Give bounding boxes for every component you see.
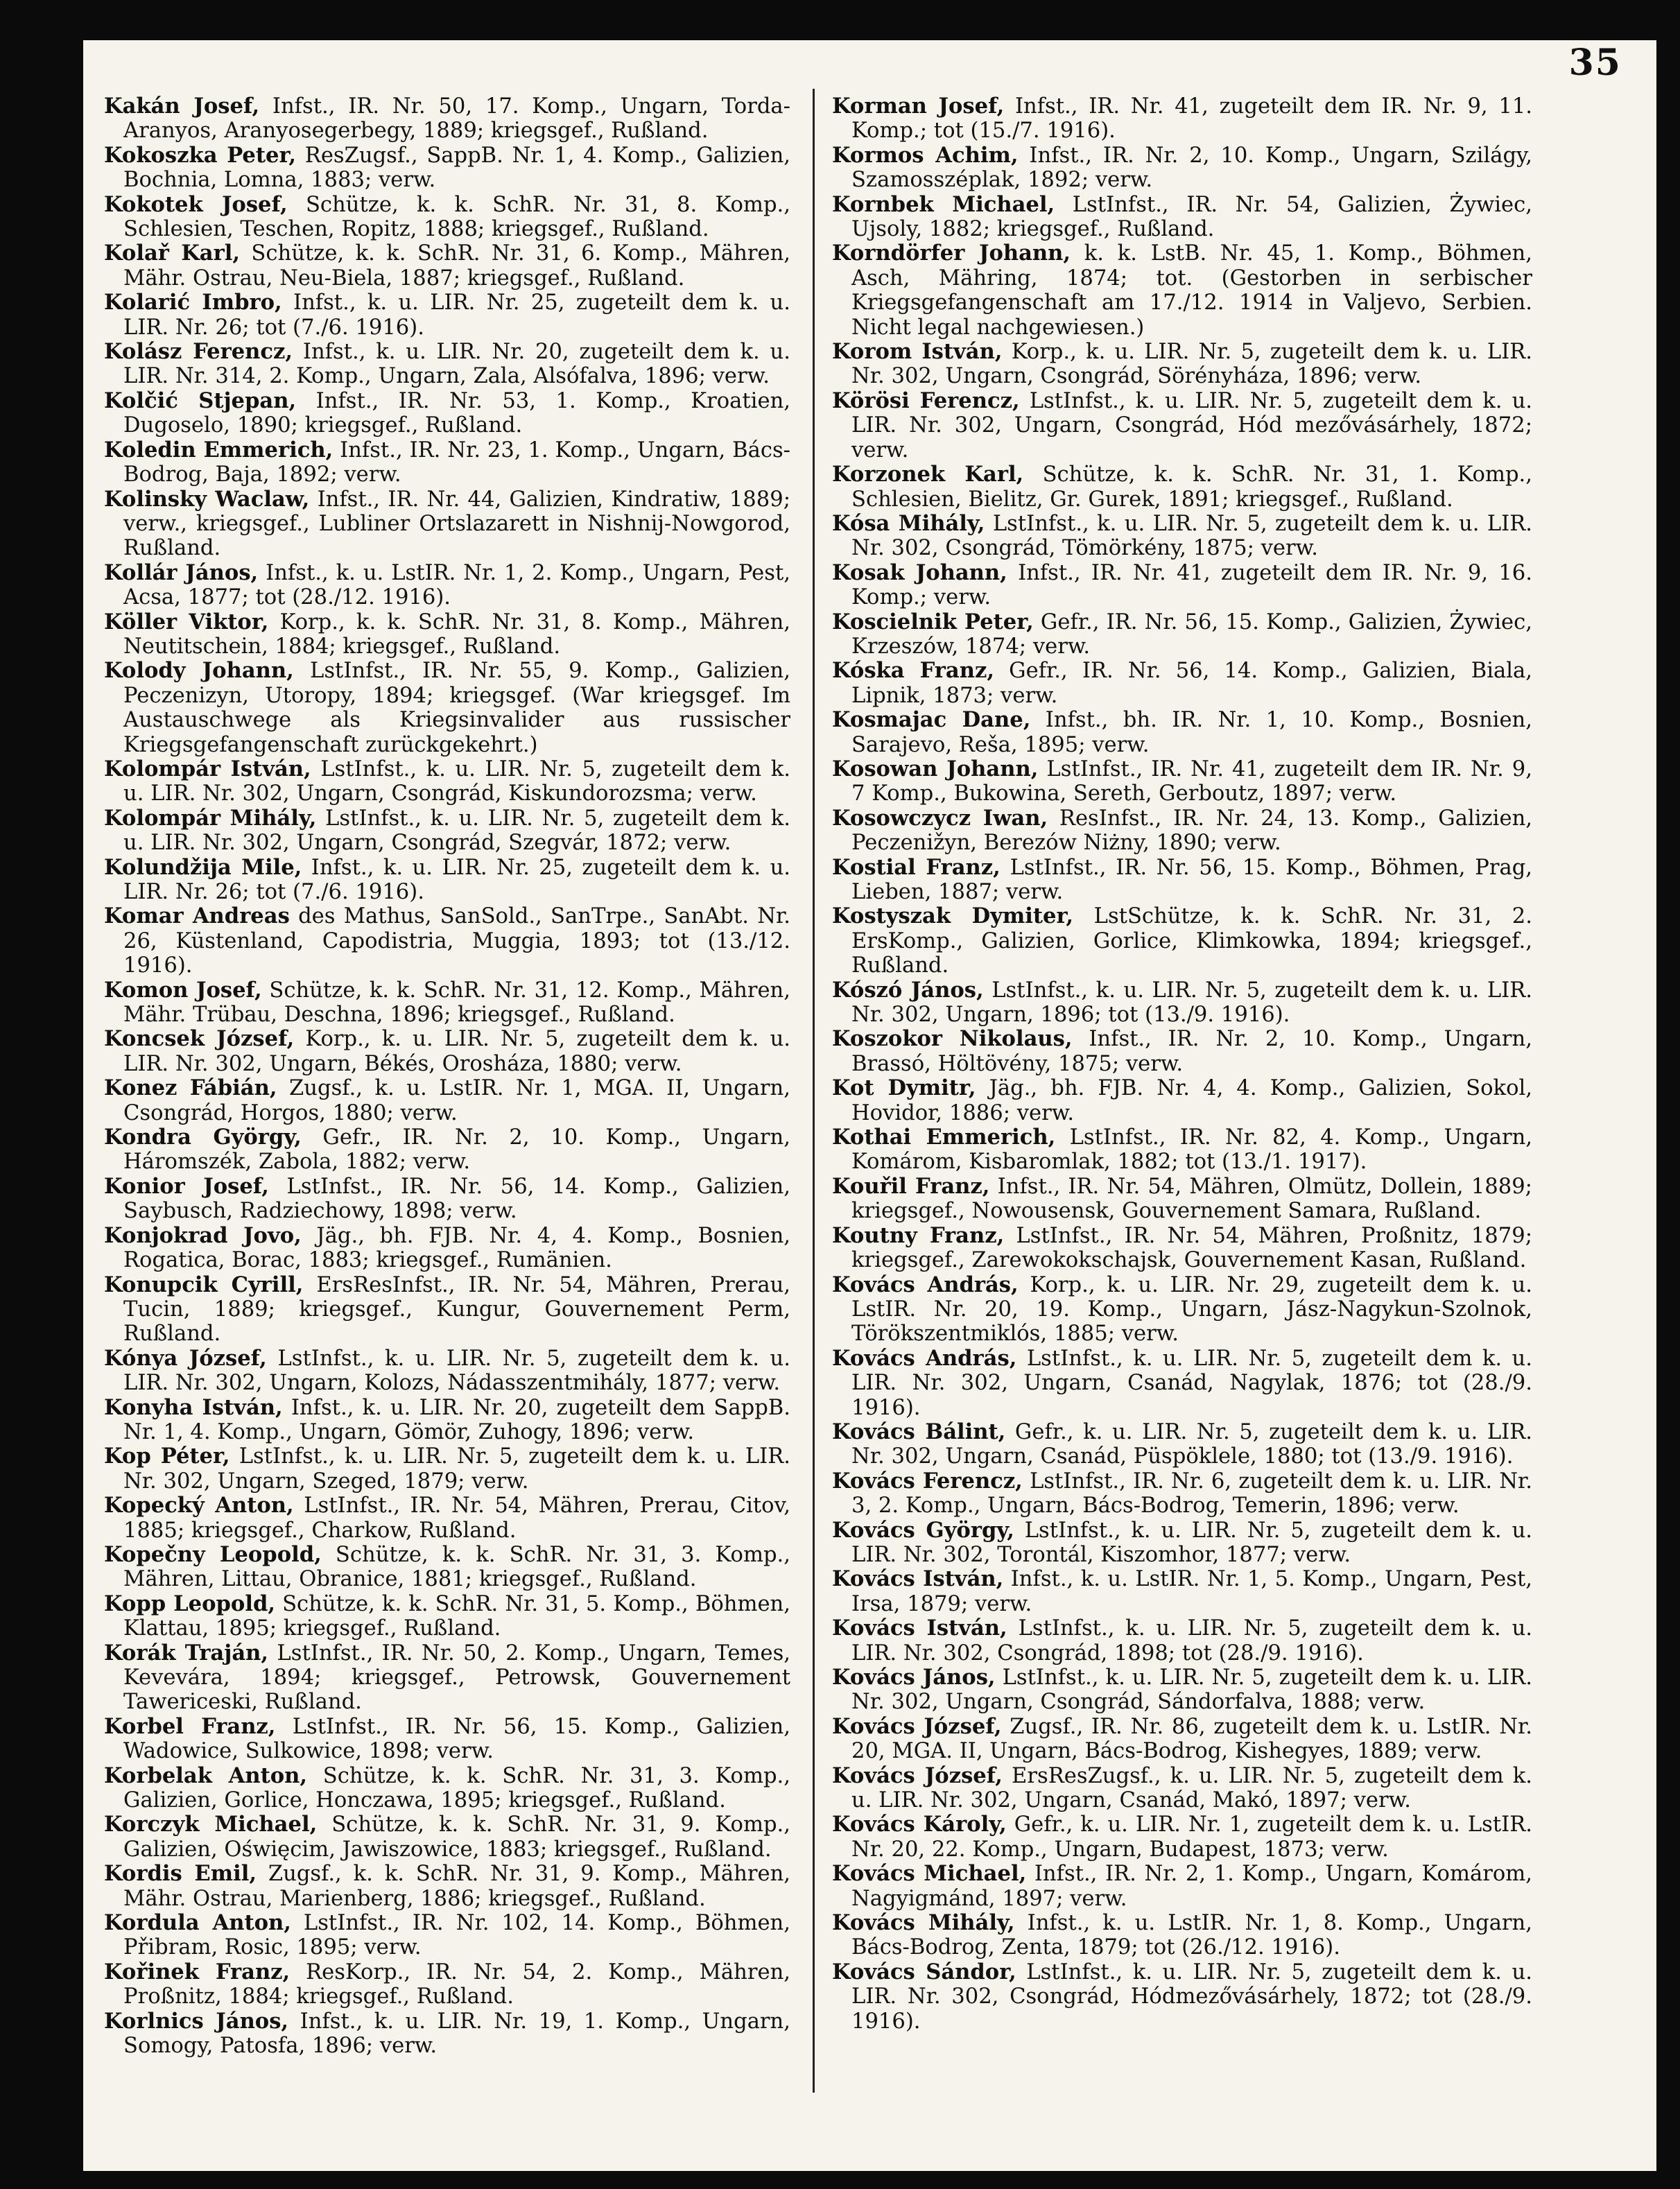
entry-name: Komar Andreas	[104, 903, 290, 929]
entry-name: Korbel Franz,	[104, 1713, 276, 1739]
entry-details: LstInfst., k. u. LIR. Nr. 5, zugeteilt dem k. u. LIR. Nr. 302, Csongrád, 1898; tot (28./9. 1916).	[851, 1616, 1532, 1665]
entry-details: LstInfst., k. u. LIR. Nr. 5, zugeteilt dem k. u. LIR. Nr. 302, Ungarn, Csongrád, Hód mezővásárhely, 1872; verw.	[851, 388, 1532, 462]
list-item	[832, 462, 1532, 512]
entry-name: Koledin Emmerich,	[104, 437, 334, 462]
entry-details: LstSchütze, k. k. SchR. Nr. 31, 2. ErsKomp., Galizien, Gorlice, Klimkowka, 1894; kriegsgef., Rußland.	[851, 904, 1532, 978]
entry-details: LstInfst., IR. Nr. 50, 2. Komp., Ungarn, Temes, Kevevára, 1894; kriegsgef., Petrowsk, Gouvernement Tawericeski, Rußland.	[123, 1641, 790, 1715]
entry-name: Kordis Emil,	[104, 1861, 257, 1887]
entry-name: Kovács János,	[832, 1665, 996, 1690]
entry-details: LstInfst., IR. Nr. 56, 14. Komp., Galizien, Saybusch, Radziechowy, 1898; verw.	[123, 1174, 790, 1224]
list-item	[832, 1420, 1532, 1469]
entry-details: Schütze, k. k. SchR. Nr. 31, 12. Komp., Mähren, Mähr. Trübau, Deschna, 1896; kriegsgef., Rußland.	[123, 978, 790, 1028]
list-item	[832, 1519, 1532, 1568]
entry-details: ResKorp., IR. Nr. 54, 2. Komp., Mähren, Proßnitz, 1884; kriegsgef., Rußland.	[123, 1959, 790, 2009]
list-item	[104, 757, 790, 806]
entry-name: Korák Traján,	[104, 1640, 269, 1665]
list-item	[104, 1764, 790, 1813]
list-item	[832, 1469, 1532, 1519]
entry-name: Kořinek Franz,	[104, 1959, 291, 1984]
entry-details: Infst., k. u. LIR. Nr. 19, 1. Komp., Ungarn, Somogy, Patosfa, 1896; verw.	[123, 2009, 790, 2059]
entry-details: LstInfst., k. u. LIR. Nr. 5, zugeteilt dem k. u. LIR. Nr. 302, Ungarn, Kolozs, Nádasszentmihály, 1877; verw.	[123, 1346, 790, 1396]
list-item	[104, 193, 790, 242]
entry-details: LstInfst., k. u. LIR. Nr. 5, zugeteilt dem k. u. LIR. Nr. 302, Csongrád, Tömörkény, 1875; verw.	[851, 511, 1533, 561]
entry-name: Kovács Sándor,	[832, 1959, 1016, 1984]
list-item	[104, 2009, 790, 2059]
entry-details: Infst., IR. Nr. 54, Mähren, Olmütz, Dollein, 1889; kriegsgef., Nowousensk, Gouvernement Samara, Rußland.	[851, 1174, 1532, 1224]
entry-details: LstInfst., IR. Nr. 41, zugeteilt dem IR. Nr. 9, 7 Komp., Bukowina, Sereth, Gerboutz, 1897; verw.	[851, 756, 1532, 806]
list-item	[104, 438, 790, 487]
list-item	[832, 1273, 1532, 1347]
list-item	[832, 1224, 1532, 1273]
list-item	[104, 1224, 790, 1273]
list-item	[832, 1616, 1532, 1665]
entry-name: Kostial Franz,	[832, 854, 1001, 880]
entry-details: Schütze, k. k. SchR. Nr. 31, 3. Komp., Galizien, Gorlice, Honczawa, 1895; kriegsgef., Rußland.	[123, 1763, 790, 1813]
entry-details: Gefr., IR. Nr. 2, 10. Komp., Ungarn, Háromszék, Zabola, 1882; verw.	[123, 1125, 790, 1175]
entry-details: Infst., IR. Nr. 44, Galizien, Kindratiw, 1889; verw., kriegsgef., Lubliner Ortslazarett in Nishnij-Nowgorod, Rußland.	[123, 487, 791, 561]
entry-details: LstInfst., k. u. LIR. Nr. 5, zugeteilt dem k. u. LIR. Nr. 302, Ungarn, Csongrád, Kiskundorozsma; verw.	[123, 756, 790, 806]
entry-name: Korndörfer Johann,	[832, 241, 1071, 266]
entry-name: Kostyszak Dymiter,	[832, 903, 1074, 929]
list-item	[104, 1347, 790, 1396]
scan-border-top	[0, 0, 1680, 40]
list-item	[832, 1347, 1532, 1420]
entry-details: Zugsf., k. k. SchR. Nr. 31, 9. Komp., Mähren, Mähr. Ostrau, Marienberg, 1886; kriegsgef., Rußland.	[123, 1862, 791, 1911]
entry-details: Infst., IR. Nr. 50, 17. Komp., Ungarn, Torda-Aranyos, Aranyosegerbegy, 1889; kriegsgef., Rußland.	[123, 94, 790, 144]
entry-name: Kornbek Michael,	[832, 191, 1055, 217]
entry-details: Zugsf., k. u. LstIR. Nr. 1, MGA. II, Ungarn, Csongrád, Horgos, 1880; verw.	[123, 1076, 790, 1125]
entry-name: Koszokor Nikolaus,	[832, 1026, 1073, 1052]
entry-name: Kopečny Leopold,	[104, 1541, 322, 1567]
list-item	[104, 1715, 790, 1764]
entry-name: Kokotek Josef,	[104, 191, 288, 217]
entry-details: Schütze, k. k. SchR. Nr. 31, 3. Komp., Mähren, Littau, Obranice, 1881; kriegsgef., Rußland.	[123, 1542, 790, 1592]
entry-name: Koscielnik Peter,	[832, 609, 1034, 634]
list-item	[832, 1175, 1532, 1224]
entry-details: Zugsf., IR. Nr. 86, zugeteilt dem k. u. LstIR. Nr. 20, MGA. II, Ungarn, Bács-Bodrog, Kishegyes, 1889; verw.	[851, 1714, 1532, 1764]
entry-details: Infst., k. u. LIR. Nr. 25, zugeteilt dem k. u. LIR. Nr. 26; tot (7./6. 1916).	[123, 291, 790, 340]
entry-name: Konyha István,	[104, 1394, 283, 1420]
entry-name: Kovács Mihály,	[832, 1910, 1015, 1936]
entry-details: LstInfst., IR. Nr. 6, zugeteilt dem k. u. LIR. Nr. 3, 2. Komp., Ungarn, Bács-Bodrog, Temerin, 1896; verw.	[851, 1469, 1532, 1519]
entry-name: Kakán Josef,	[104, 94, 260, 119]
entry-name: Kouřil Franz,	[832, 1173, 990, 1199]
entry-details: Infst., IR. Nr. 41, zugeteilt dem IR. Nr. 9, 16. Komp.; verw.	[851, 560, 1532, 610]
entry-details: Infst., k. u. LstIR. Nr. 1, 8. Komp., Ungarn, Bács-Bodrog, Zenta, 1879; tot (26./12. 1916).	[851, 1911, 1532, 1960]
entry-name: Korlnics János,	[104, 2008, 289, 2034]
entry-name: Korom István,	[832, 339, 1003, 365]
entry-name: Koutny Franz,	[832, 1222, 1005, 1248]
entry-details: Infst., IR. Nr. 2, 1. Komp., Ungarn, Komárom, Nagyigmánd, 1897; verw.	[851, 1862, 1532, 1911]
entry-details: LstInfst., IR. Nr. 55, 9. Komp., Galizien, Peczenizyn, Utoropy, 1894; kriegsgef. (War kriegsgef. Im Austauschwege als Kriegsinvalider aus russischer Kriegsgefangenschaft zurückgekehrt.)	[123, 659, 790, 757]
list-item	[832, 856, 1532, 905]
entry-name: Kolinsky Waclaw,	[104, 486, 310, 512]
entry-name: Kovács György,	[832, 1517, 1014, 1543]
right-column	[832, 94, 1532, 2034]
entry-details: Infst., k. u. LIR. Nr. 20, zugeteilt dem k. u. LIR. Nr. 314, 2. Komp., Ungarn, Zala, Alsófalva, 1896; verw.	[123, 340, 790, 389]
entry-details: LstInfst., IR. Nr. 54, Mähren, Prerau, Citov, 1885; kriegsgef., Charkow, Rußland.	[123, 1494, 790, 1543]
entry-name: Kolompár Mihály,	[104, 805, 317, 831]
entry-name: Kovács Bálint,	[832, 1419, 1006, 1444]
list-item	[104, 389, 790, 438]
list-item	[832, 193, 1532, 242]
list-item	[104, 978, 790, 1028]
entry-name: Konupcik Cyrill,	[104, 1272, 304, 1297]
list-item	[104, 1543, 790, 1592]
list-item	[104, 1027, 790, 1076]
list-item	[832, 1027, 1532, 1076]
list-item	[104, 1273, 790, 1347]
entry-name: Komon Josef,	[104, 977, 262, 1003]
entry-details: Infst., k. u. LIR. Nr. 25, zugeteilt dem k. u. LIR. Nr. 26; tot (7./6. 1916).	[123, 855, 790, 904]
list-item	[104, 241, 790, 291]
list-item	[832, 94, 1532, 144]
list-item	[104, 1911, 790, 1960]
entry-name: Konjokrad Jovo,	[104, 1222, 302, 1248]
entry-details: ResZugsf., SappB. Nr. 1, 4. Komp., Galizien, Bochnia, Lomna, 1883; verw.	[123, 143, 791, 193]
entry-name: Kolody Johann,	[104, 658, 294, 684]
list-item	[104, 1396, 790, 1445]
entry-name: Kolundžija Mile,	[104, 854, 302, 880]
entry-name: Kovács Károly,	[832, 1812, 1007, 1837]
entry-details: Korp., k. u. LIR. Nr. 29, zugeteilt dem k. u. LstIR. Nr. 20, 19. Komp., Ungarn, Jász-Nagykun-Szolnok, Törökszentmiklós, 1885; verw.	[851, 1272, 1532, 1347]
list-item	[832, 389, 1532, 462]
list-item	[832, 904, 1532, 978]
list-item	[832, 561, 1532, 610]
entry-name: Kop Péter,	[104, 1444, 230, 1469]
entry-details: LstInfst., k. u. LIR. Nr. 5, zugeteilt dem k. u. LIR. Nr. 302, Ungarn, Csanád, Nagylak, 1876; tot (28./9. 1916).	[851, 1346, 1532, 1420]
entry-name: Kovács József,	[832, 1763, 1003, 1788]
list-item	[104, 340, 790, 389]
list-item	[104, 659, 790, 757]
list-item	[104, 1592, 790, 1641]
entry-details: LstInfst., IR. Nr. 54, Galizien, Żywiec, Ujsoly, 1882; kriegsgef., Rußland.	[851, 192, 1533, 242]
entry-details: LstInfst., IR. Nr. 82, 4. Komp., Ungarn, Komárom, Kisbaromlak, 1882; tot (13./1. 1917).	[851, 1125, 1532, 1175]
entry-details: Jäg., bh. FJB. Nr. 4, 4. Komp., Bosnien, Rogatica, Borac, 1883; kriegsgef., Rumänien.	[123, 1223, 790, 1273]
entry-name: Kot Dymitr,	[832, 1075, 976, 1101]
entry-details: LstInfst., k. u. LIR. Nr. 5, zugeteilt dem k. u. LIR. Nr. 302, Ungarn, Csongrád, Szegvár, 1872; verw.	[123, 806, 790, 856]
entry-details: Korp., k. k. SchR. Nr. 31, 8. Komp., Mähren, Neutitschein, 1884; kriegsgef., Rußland.	[123, 609, 790, 659]
list-item	[104, 1175, 790, 1224]
list-item	[832, 806, 1532, 856]
entry-name: Kondra György,	[104, 1125, 302, 1150]
entry-details: LstInfst., k. u. LIR. Nr. 5, zugeteilt dem k. u. LIR. Nr. 302, Csongrád, Hódmezővásárhely, 1872; tot (28./9. 1916).	[851, 1959, 1532, 2034]
entry-details: Gefr., IR. Nr. 56, 15. Komp., Galizien, Żywiec, Krzeszów, 1874; verw.	[851, 609, 1532, 659]
entry-details: Schütze, k. k. SchR. Nr. 31, 8. Komp., Schlesien, Teschen, Ropitz, 1888; kriegsgef., Rußland.	[123, 192, 790, 242]
entry-name: Koncsek József,	[104, 1026, 295, 1052]
entry-details: Infst., IR. Nr. 41, zugeteilt dem IR. Nr. 9, 11. Komp.; tot (15./7. 1916).	[851, 94, 1533, 144]
list-item	[104, 1076, 790, 1125]
list-item	[104, 291, 790, 340]
list-item	[104, 1494, 790, 1543]
entry-details: Schütze, k. k. SchR. Nr. 31, 1. Komp., Schlesien, Bielitz, Gr. Gurek, 1891; kriegsgef., Rußland.	[851, 462, 1532, 512]
entry-name: Kovács András,	[832, 1272, 1019, 1297]
entry-details: LstInfst., IR. Nr. 54, Mähren, Proßnitz, 1879; kriegsgef., Zarewokokschajsk, Gouvernement Kasan, Rußland.	[851, 1223, 1532, 1273]
list-item	[832, 1764, 1532, 1813]
list-item	[104, 487, 790, 561]
entry-details: Jäg., bh. FJB. Nr. 4, 4. Komp., Galizien, Sokol, Hovidor, 1886; verw.	[851, 1076, 1532, 1125]
entry-details: Infst., k. u. LstIR. Nr. 1, 5. Komp., Ungarn, Pest, Irsa, 1879; verw.	[851, 1567, 1532, 1616]
entry-details: Schütze, k. k. SchR. Nr. 31, 6. Komp., Mähren, Mähr. Ostrau, Neu-Biela, 1887; kriegsgef., Rußland.	[123, 241, 790, 291]
list-item	[832, 144, 1532, 193]
list-item	[104, 1444, 790, 1494]
list-item	[104, 1641, 790, 1715]
left-column	[104, 94, 790, 2059]
list-item	[832, 1862, 1532, 1911]
entry-name: Kovács Ferencz,	[832, 1468, 1023, 1494]
list-item	[832, 1960, 1532, 2034]
entry-details: LstInfst., k. u. LIR. Nr. 5, zugeteilt dem k. u. LIR. Nr. 302, Ungarn, Szeged, 1879; verw.	[123, 1444, 790, 1494]
entry-name: Kordula Anton,	[104, 1910, 291, 1936]
list-item	[104, 1812, 790, 1862]
entry-name: Kolčić Stjepan,	[104, 388, 297, 413]
entry-name: Korczyk Michael,	[104, 1812, 318, 1837]
entry-details: LstInfst., IR. Nr. 56, 15. Komp., Galizien, Wadowice, Sulkowice, 1898; verw.	[123, 1714, 790, 1764]
entry-name: Kószó János,	[832, 977, 984, 1003]
list-item	[832, 340, 1532, 389]
entry-name: Kosmajac Dane,	[832, 707, 1031, 733]
entry-details: LstInfst., IR. Nr. 56, 15. Komp., Böhmen, Prag, Lieben, 1887; verw.	[851, 855, 1533, 904]
list-item	[832, 1125, 1532, 1175]
list-item	[832, 1715, 1532, 1764]
scan-border-bottom	[0, 2171, 1680, 2189]
list-item	[104, 94, 790, 144]
entry-name: Kosowczycz Iwan,	[832, 805, 1048, 831]
list-item	[832, 659, 1532, 708]
entry-details: Infst., IR. Nr. 2, 10. Komp., Ungarn, Brassó, Höltövény, 1875; verw.	[851, 1027, 1532, 1076]
list-item	[104, 1960, 790, 2009]
entry-details: Gefr., IR. Nr. 56, 14. Komp., Galizien, Biala, Lipnik, 1873; verw.	[851, 659, 1532, 708]
entry-details: k. k. LstB. Nr. 45, 1. Komp., Böhmen, Asch, Mähring, 1874; tot. (Gestorben in serbischer Kriegsgefangenschaft am 17./12. 1914 in Valjevo, Serbien. Nicht legal nachgewiesen.)	[851, 241, 1532, 340]
list-item	[104, 144, 790, 193]
list-item	[832, 241, 1532, 340]
entry-details: LstInfst., k. u. LIR. Nr. 5, zugeteilt dem k. u. LIR. Nr. 302, Ungarn, Csongrád, Sándorfalva, 1888; verw.	[851, 1665, 1533, 1715]
entry-details: Gefr., k. u. LIR. Nr. 1, zugeteilt dem k. u. LstIR. Nr. 20, 22. Komp., Ungarn, Budapest, 1873; verw.	[851, 1812, 1532, 1862]
entry-details: Infst., IR. Nr. 2, 10. Komp., Ungarn, Szilágy, Szamosszéplak, 1892; verw.	[851, 143, 1532, 193]
entry-name: Kopp Leopold,	[104, 1591, 275, 1616]
list-item	[832, 757, 1532, 806]
list-item	[832, 1567, 1532, 1616]
entry-name: Kolompár István,	[104, 756, 311, 781]
entry-details: ResInfst., IR. Nr. 24, 13. Komp., Galizien, Peczenižyn, Berezów Niżny, 1890; verw.	[851, 806, 1532, 856]
entry-name: Konez Fábián,	[104, 1075, 277, 1101]
scan-border-left	[0, 0, 83, 2189]
entry-name: Köller Viktor,	[104, 609, 269, 634]
list-item	[104, 610, 790, 659]
entry-name: Kovács József,	[832, 1713, 1002, 1739]
list-item	[104, 856, 790, 905]
list-item	[832, 1911, 1532, 1960]
entry-details: Infst., k. u. LIR. Nr. 20, zugeteilt dem SappB. Nr. 1, 4. Komp., Ungarn, Gömör, Zuhogy, 1896; verw.	[123, 1395, 790, 1444]
list-item	[832, 1812, 1532, 1862]
list-item	[104, 561, 790, 610]
entry-name: Kolarić Imbro,	[104, 290, 282, 315]
entry-details: LstInfst., k. u. LIR. Nr. 5, zugeteilt dem k. u. LIR. Nr. 302, Ungarn, 1896; tot (13./9. 1916).	[851, 978, 1532, 1028]
column-divider	[813, 89, 815, 2093]
entry-name: Kovács István,	[832, 1566, 1004, 1592]
entry-name: Kónya József,	[104, 1345, 267, 1371]
entry-name: Kolař Karl,	[104, 241, 241, 266]
entry-name: Konior Josef,	[104, 1173, 269, 1199]
entry-details: des Mathus, SanSold., SanTrpe., SanAbt. Nr. 26, Küstenland, Capodistria, Muggia, 1893; tot (13./12. 1916).	[123, 904, 790, 978]
entry-name: Korzonek Karl,	[832, 462, 1024, 487]
page-number: 35	[1568, 42, 1622, 84]
entry-name: Kovács Michael,	[832, 1861, 1027, 1887]
entry-name: Körösi Ferencz,	[832, 388, 1020, 413]
entry-name: Korbelak Anton,	[104, 1763, 308, 1788]
entry-details: Korp., k. u. LIR. Nr. 5, zugeteilt dem k. u. LIR. Nr. 302, Ungarn, Csongrád, Sörényháza, 1896; verw.	[851, 340, 1532, 389]
entry-name: Kosak Johann,	[832, 560, 1007, 585]
entry-name: Kovács András,	[832, 1345, 1017, 1371]
entry-details: LstInfst., k. u. LIR. Nr. 5, zugeteilt dem k. u. LIR. Nr. 302, Torontál, Kiszomhor, 1877; verw.	[851, 1518, 1532, 1567]
list-item	[104, 806, 790, 856]
entry-name: Kovács István,	[832, 1616, 1007, 1641]
entry-details: Infst., IR. Nr. 53, 1. Komp., Kroatien, Dugoselo, 1890; kriegsgef., Rußland.	[123, 388, 791, 438]
entry-details: Infst., bh. IR. Nr. 1, 10. Komp., Bosnien, Sarajevo, Reša, 1895; verw.	[851, 708, 1532, 757]
entry-details: Schütze, k. k. SchR. Nr. 31, 5. Komp., Böhmen, Klattau, 1895; kriegsgef., Rußland.	[123, 1591, 790, 1641]
entry-name: Kosowan Johann,	[832, 756, 1039, 781]
entry-name: Kokoszka Peter,	[104, 142, 297, 168]
entry-name: Kollár János,	[104, 560, 259, 585]
entry-details: Gefr., k. u. LIR. Nr. 5, zugeteilt dem k. u. LIR. Nr. 302, Ungarn, Csanád, Püspöklele, 1880; tot (13./9. 1916).	[851, 1419, 1532, 1469]
entry-name: Kósa Mihály,	[832, 510, 985, 536]
entry-details: Korp., k. u. LIR. Nr. 5, zugeteilt dem k. u. LIR. Nr. 302, Ungarn, Békés, Orosháza, 1880; verw.	[123, 1027, 790, 1076]
list-item	[832, 1076, 1532, 1125]
entry-name: Kormos Achim,	[832, 142, 1019, 168]
list-item	[104, 904, 790, 978]
list-item	[104, 1125, 790, 1175]
list-item	[832, 978, 1532, 1028]
entry-details: ErsResZugsf., k. u. LIR. Nr. 5, zugeteilt dem k. u. LIR. Nr. 302, Ungarn, Csanád, Makó, 1897; verw.	[851, 1763, 1532, 1813]
entry-details: LstInfst., IR. Nr. 102, 14. Komp., Böhmen, Přibram, Rosic, 1895; verw.	[123, 1911, 790, 1960]
list-item	[104, 1862, 790, 1911]
entry-details: Schütze, k. k. SchR. Nr. 31, 9. Komp., Galizien, Oświęcim, Jawiszowice, 1883; kriegsgef., Rußland.	[123, 1812, 790, 1862]
entry-details: Infst., k. u. LstIR. Nr. 1, 2. Komp., Ungarn, Pest, Acsa, 1877; tot (28./12. 1916).	[123, 560, 791, 610]
entry-name: Kopecký Anton,	[104, 1493, 294, 1519]
scan-border-right	[1656, 0, 1680, 2189]
entry-details: ErsResInfst., IR. Nr. 54, Mähren, Prerau, Tucin, 1889; kriegsgef., Kungur, Gouvernement Perm, Rußland.	[123, 1272, 791, 1347]
entry-name: Kóska Franz,	[832, 658, 995, 684]
list-item	[832, 512, 1532, 561]
entry-name: Kolász Ferencz,	[104, 339, 293, 365]
entry-name: Kothai Emmerich,	[832, 1125, 1056, 1150]
list-item	[832, 708, 1532, 757]
entry-details: Infst., IR. Nr. 23, 1. Komp., Ungarn, Bács-Bodrog, Baja, 1892; verw.	[123, 438, 791, 487]
entry-name: Korman Josef,	[832, 94, 1005, 119]
list-item	[832, 1665, 1532, 1715]
list-item	[832, 610, 1532, 659]
